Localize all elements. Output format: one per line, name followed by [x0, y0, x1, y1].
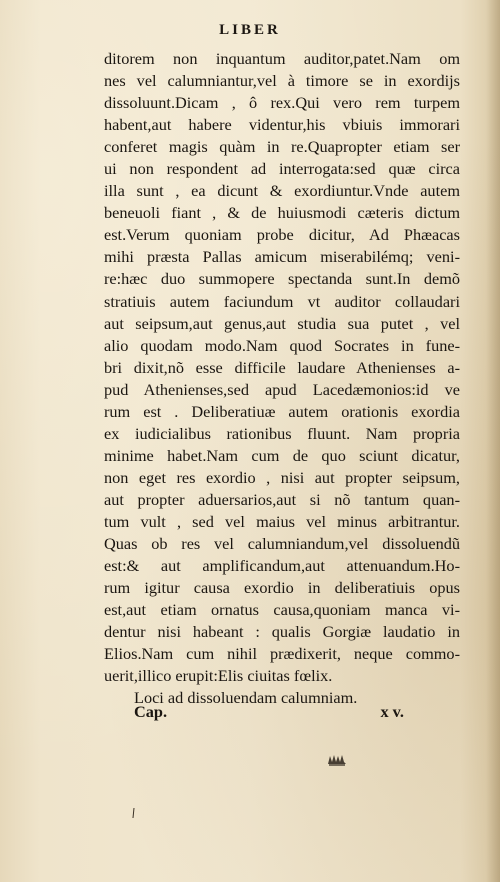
text-line: Elios.Nam cum nihil prædixerit, neque commo- [104, 644, 460, 664]
text-line: alio quodam modo.Nam quod Socrates in fune- [104, 335, 460, 355]
text-line: rum est . Deliberatiuæ autem orationis exordia [104, 401, 460, 421]
body-text [104, 48, 460, 709]
text-line: rum igitur causa exordio in deliberatiuis opus [104, 578, 460, 598]
text-line: dissoluunt.Dicam , ô rex.Qui vero rem turpem [104, 93, 460, 113]
text-line: tum vult , sed vel maius vel minus arbitrantur. [104, 511, 460, 531]
text-line: Quas ob res vel calumniandum,vel dissoluendũ [104, 534, 460, 554]
ink-mark-icon [132, 808, 135, 818]
section-rubric: Loci ad dissoluendam calumniam. [134, 688, 358, 708]
text-line: pud Athenienses,sed apud Lacedæmonios:id ve [104, 379, 460, 399]
text-line: minime habet.Nam cum de quo sciunt dicatur, [104, 445, 460, 465]
text-line: illa sunt , ea dicunt & exordiuntur.Vnde autem [104, 181, 460, 201]
text-line: habent,aut habere videntur,his vbiuis immorari [104, 115, 460, 135]
chapter-label: Cap. [134, 702, 168, 721]
text-line: bri dixit,nõ esse difficile laudare Athenienses a- [104, 357, 460, 377]
text-line: nes vel calumniantur,vel à timore se in exordijs [104, 71, 460, 91]
text-line: aut propter aduersarios,aut si nõ tantum quan- [104, 489, 460, 509]
running-head: LIBER [219, 22, 281, 38]
text-line: ex iudicialibus rationibus fluunt. Nam propria [104, 423, 460, 443]
text-line: re:hæc duo summopere spectanda sunt.In demõ [104, 269, 460, 289]
text-line: beneuoli fiant , & de huiusmodi cæteris dictum [104, 203, 460, 223]
text-line: stratiuis autem faciundum vt auditor collaudari [104, 291, 460, 311]
text-line: non eget res exordio , nisi aut propter seipsum, [104, 467, 460, 487]
text-line: est.Verum quoniam probe dicitur, Ad Phæacas [104, 225, 460, 245]
text-line: est:& aut amplificandum,aut attenuandum.Ho- [104, 556, 460, 576]
printer-ornament-icon [326, 752, 348, 766]
text-line: uerit,illico erupit:Elis ciuitas fœlix. [104, 666, 333, 686]
chapter-number: x v. [380, 702, 404, 721]
text-line: aut seipsum,aut genus,aut studia sua putet , vel [104, 313, 460, 333]
text-line: ditorem non inquantum auditor,patet.Nam om [104, 49, 460, 68]
text-line: conferet magis quàm in re.Quapropter etiam ser [104, 137, 460, 157]
chapter-heading [134, 702, 404, 724]
text-line: dentur nisi habeant : qualis Gorgiæ laudatio in [104, 622, 460, 642]
text-line: ui non respondent ad interrogata:sed quæ circa [104, 159, 460, 179]
text-line: est,aut etiam ornatus causa,quoniam manca vi- [104, 600, 460, 620]
page-edge-shadow [486, 0, 500, 882]
text-line: mihi præsta Pallas amicum miserabilémq; veni- [104, 247, 460, 267]
